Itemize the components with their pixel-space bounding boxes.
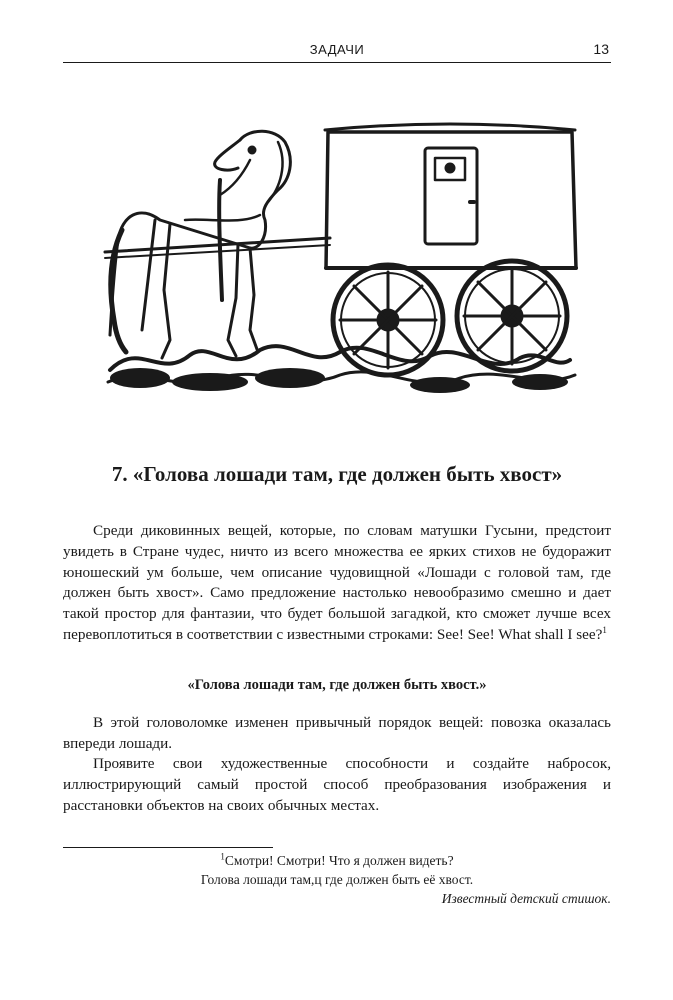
footnote-ref: 1 [602,624,607,635]
intro-paragraph [63,521,611,646]
footnote-line-1 [63,851,611,870]
puzzle-task: Проявите свои художественные способности и создайте набросок, иллюстрирующий самый простой способ преобразования изображения и расстановки объектов на своих обычных местах. [63,755,611,814]
horse-carriage-drawing [100,120,580,420]
rhyme-quote: «Голова лошади там, где должен быть хвост.» [187,677,487,693]
footnote-marker: 1 [220,851,225,862]
page-number: 13 [593,41,609,57]
puzzle-title: 7. «Голова лошади там, где должен быть хвост» [111,462,563,486]
section-title: ЗАДАЧИ [309,42,365,57]
puzzle-description: В этой головоломке изменен привычный порядок вещей: повозка оказалась впереди лошади. [63,714,611,752]
footnote-text-1: Смотри! Смотри! Что я должен видеть? [224,853,454,868]
footnote-separator [63,847,273,848]
footnote-line-2: Голова лошади там,ц где должен быть её хвост. [200,872,474,887]
footnote-attribution: Известный детский стишок. [441,891,611,906]
running-header [63,38,611,63]
intro-text: Среди диковинных вещей, которые, по словам матушки Гусыни, предстоит увидеть в Стране чудес, ничто из всего множества ее ярких стихов не будоражит юношеский ум больше, чем описание чудовищной «Лошади с головой там, где должен быть хвост». Само предложение настолько невообразимо смешно и дает такой простор для фантазии, что будет большой загадкой, кто сможет лучше всех перевоплотиться в соответствии с известными строками: See! See! What shall I see? [63,522,611,643]
horse-carriage-illustration [100,120,580,420]
